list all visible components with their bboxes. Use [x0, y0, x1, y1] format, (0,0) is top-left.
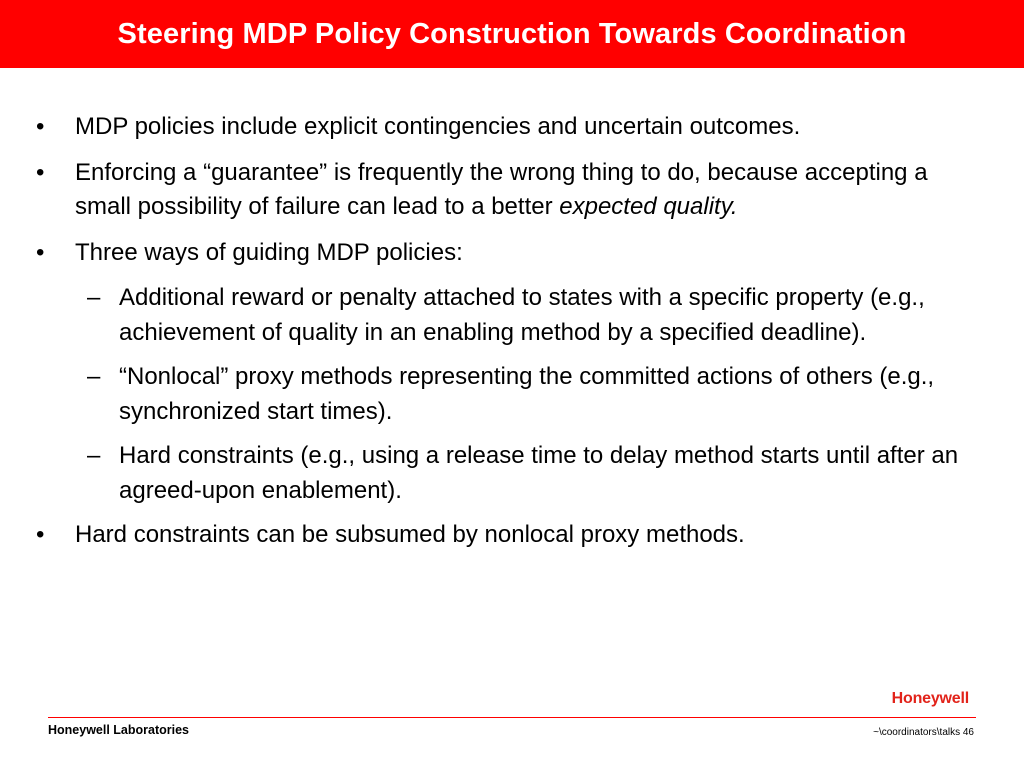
bullet-item — [0, 156, 950, 225]
sub-bullet-item — [0, 439, 959, 508]
sub-bullet-marker: – — [87, 442, 101, 469]
bullet-marker: • — [36, 158, 45, 186]
bullet-text: Hard constraints can be subsumed by nonlocal proxy methods. — [75, 521, 745, 548]
bullet-marker: • — [36, 521, 45, 548]
footer-path-page-number: ~\coordinators\talks 46 — [873, 727, 974, 738]
bullet-item — [0, 236, 950, 271]
footer-organization: Honeywell Laboratories — [48, 723, 190, 737]
sub-bullet-text: Hard constraints (e.g., using a release time to delay method starts until after an agreed-upon enablement). — [119, 442, 959, 504]
sub-bullet-marker: – — [87, 363, 101, 390]
sub-bullet-text: Additional reward or penalty attached to states with a specific property (e.g., achievement of quality in an enabling method by a specified deadline). — [119, 284, 925, 346]
sub-bullet-text: “Nonlocal” proxy methods representing the committed actions of others (e.g., synchronized start times). — [119, 363, 935, 425]
sub-bullet-marker: – — [87, 284, 101, 311]
title-bar — [0, 0, 1024, 68]
bullet-text: Three ways of guiding MDP policies: — [75, 238, 463, 266]
sub-bullet-item — [0, 281, 959, 350]
slide-title: Steering MDP Policy Construction Towards Coordination — [117, 17, 907, 50]
sub-bullet-item — [0, 360, 959, 429]
bullet-text: MDP policies include explicit contingencies and uncertain outcomes. — [75, 113, 801, 140]
bullet-marker: • — [36, 238, 45, 266]
bullet-item — [0, 518, 950, 553]
bullet-text-italic: expected quality. — [559, 193, 738, 220]
honeywell-logo: Honeywell — [891, 690, 969, 707]
bullet-item — [0, 110, 950, 145]
slide-body — [0, 110, 1024, 564]
bullet-marker: • — [36, 113, 45, 140]
bullet-text: Enforcing a “guarantee” is frequently the wrong thing to do, because accepting a small possibility of failure can lead to a better — [75, 158, 928, 220]
footer-divider — [48, 717, 976, 718]
